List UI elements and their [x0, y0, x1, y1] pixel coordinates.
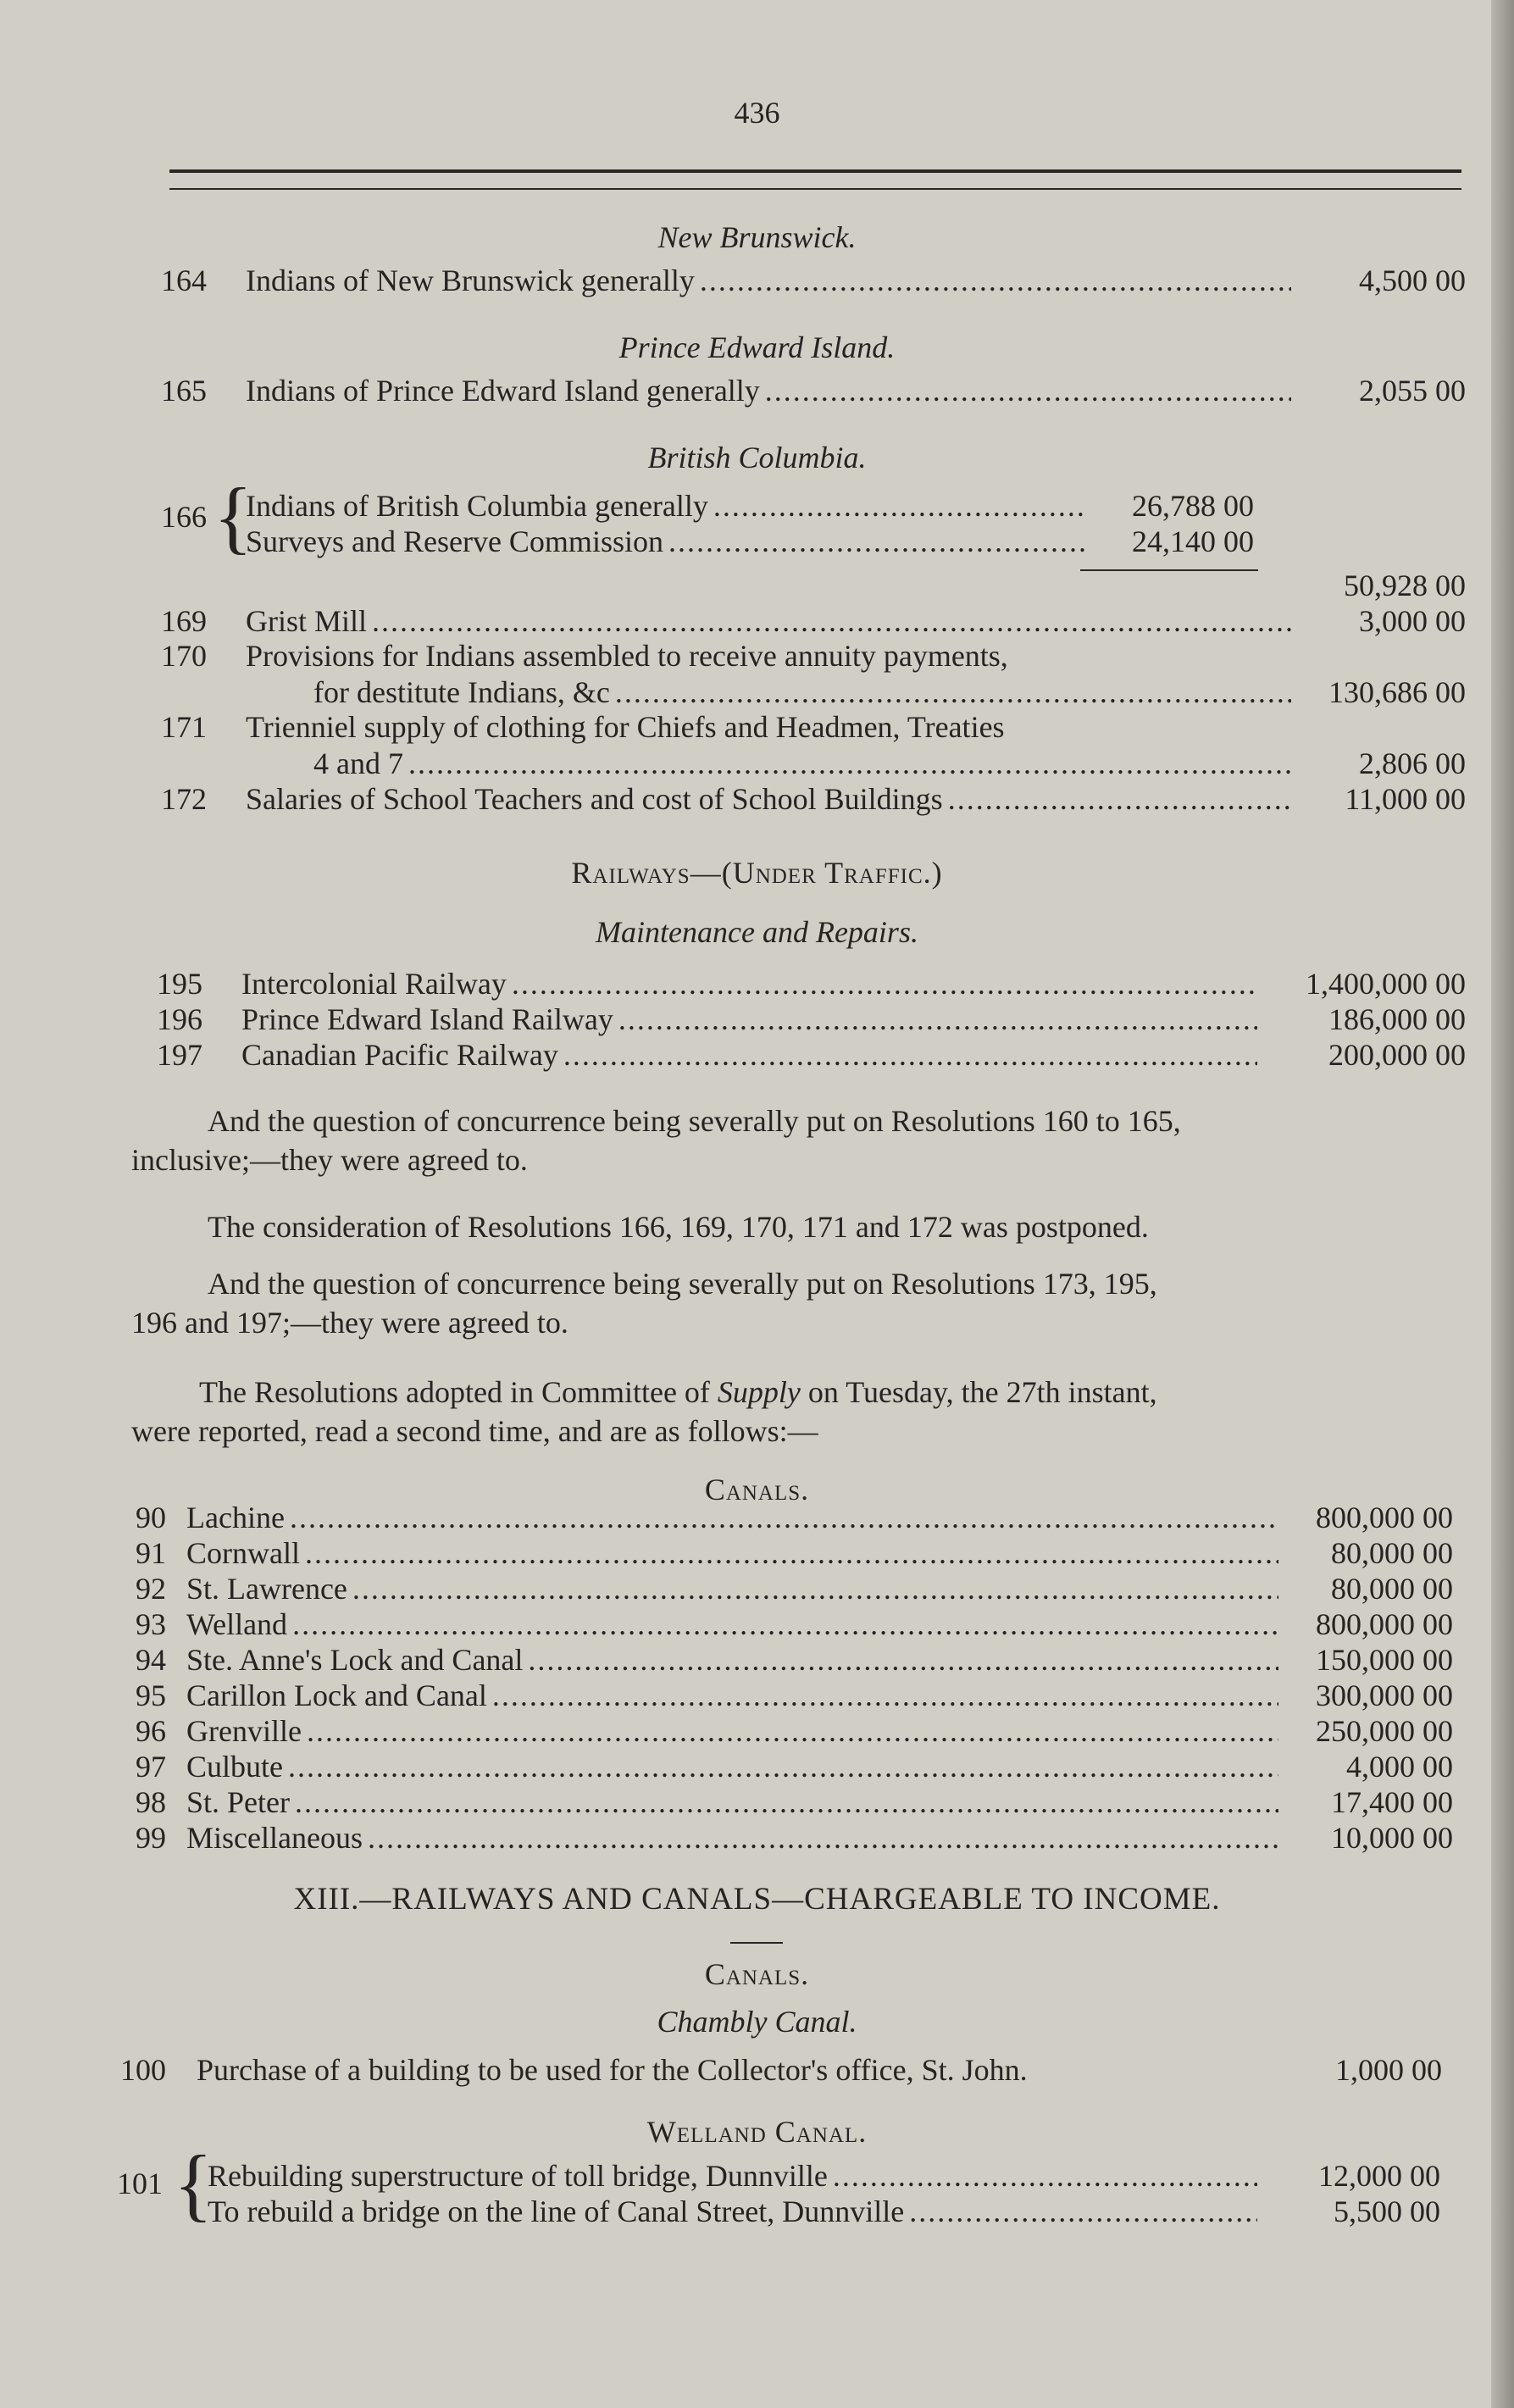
item-label: Cornwall [186, 1536, 300, 1570]
paragraph-line: And the question of concurrence being severally put on Resolutions 173, 195, [208, 1267, 1157, 1301]
item-169 [161, 603, 1466, 639]
item-label-continued: 4 and 7 [313, 746, 403, 780]
leader-dots [288, 1749, 1278, 1784]
item-number: 94 [136, 1643, 166, 1677]
leader-dots [713, 488, 1088, 524]
item-amount: 26,788 00 [1132, 489, 1254, 523]
item-number: 101 [117, 2167, 163, 2200]
heading-canals-income: Canals. [704, 1957, 810, 1991]
header-rule-thin [169, 188, 1461, 190]
item-number: 100 [120, 2053, 166, 2087]
header-rule [169, 169, 1461, 173]
item-number: 166 [161, 500, 207, 534]
item-number: 95 [136, 1678, 166, 1712]
item-amount: 186,000 00 [1328, 1002, 1466, 1036]
item-171 [313, 746, 1466, 781]
item-number: 196 [157, 1002, 202, 1036]
item-amount: 250,000 00 [1316, 1714, 1453, 1748]
item-197 [157, 1037, 1466, 1073]
leader-dots [833, 2158, 1257, 2194]
leader-dots [765, 373, 1291, 408]
heading-welland-canal: Welland Canal. [646, 2115, 868, 2149]
leader-dots [292, 1606, 1278, 1642]
item-number: 98 [136, 1785, 166, 1819]
page-number: 436 [734, 96, 780, 130]
leader-dots [700, 263, 1291, 298]
item-number: 164 [161, 264, 207, 297]
item-number: 171 [161, 710, 207, 744]
leader-dots [909, 2194, 1257, 2229]
item-label: Prince Edward Island Railway [241, 1002, 613, 1036]
item-amount: 5,500 00 [1334, 2194, 1440, 2228]
heading-chambly-canal: Chambly Canal. [657, 2005, 857, 2039]
leader-dots [615, 674, 1291, 710]
heading-british-columbia: British Columbia. [647, 441, 867, 474]
item-label-continued: for destitute Indians, &c [313, 675, 610, 709]
item-label: St. Lawrence [186, 1572, 347, 1606]
item-amount: 800,000 00 [1316, 1607, 1453, 1641]
item-label: St. Peter [186, 1785, 290, 1819]
item-label: Salaries of School Teachers and cost of School Buildings [246, 782, 943, 816]
heading-canals: Canals. [704, 1473, 810, 1506]
item-amount: 80,000 00 [1331, 1572, 1453, 1606]
item-label: Provisions for Indians assembled to receive annuity payments, [246, 639, 1008, 673]
paragraph-line [131, 1373, 1461, 1412]
leader-dots [512, 966, 1257, 1001]
item-number: 165 [161, 374, 207, 408]
item-label: Miscellaneous [186, 1821, 363, 1855]
paragraph-line: 196 and 197;—they were agreed to. [131, 1306, 568, 1340]
heading-section-xiii: XIII.—RAILWAYS AND CANALS—CHARGEABLE TO INCOME. [293, 1882, 1221, 1917]
brace-symbol: { [174, 2139, 214, 2229]
item-label: Welland [186, 1607, 288, 1641]
item-amount: 17,400 00 [1331, 1785, 1453, 1819]
paragraph-line: were reported, read a second time, and are as follows:— [131, 1414, 818, 1448]
item-number: 90 [136, 1501, 166, 1534]
item-label: Purchase of a building to be used for the Collector's office, St. John. [197, 2053, 1028, 2087]
item-number: 93 [136, 1607, 166, 1641]
paragraph-postponed [208, 1207, 1461, 1246]
item-166-a [246, 488, 1254, 524]
leader-dots [563, 1037, 1257, 1073]
item-number: 99 [136, 1821, 166, 1855]
leader-dots [528, 1642, 1278, 1678]
item-amount: 2,806 00 [1359, 746, 1466, 780]
item-label: Indians of Prince Edward Island generally [246, 374, 760, 408]
item-101-a [208, 2158, 1440, 2194]
item-amount: 300,000 00 [1316, 1678, 1453, 1712]
item-172 [161, 781, 1466, 817]
item-amount: 130,686 00 [1328, 675, 1466, 709]
item-98 [136, 1784, 1453, 1820]
item-99 [136, 1820, 1453, 1856]
item-95 [136, 1678, 1453, 1713]
text-italic-supply: Supply [717, 1375, 801, 1409]
item-number: 91 [136, 1536, 166, 1570]
leader-dots [408, 746, 1291, 781]
item-label: Trienniel supply of clothing for Chiefs and Headmen, Treaties [246, 710, 1005, 744]
item-amount: 10,000 00 [1331, 1821, 1453, 1855]
brace-symbol: { [214, 471, 253, 562]
item-amount: 2,055 00 [1359, 374, 1466, 408]
item-label: Intercolonial Railway [241, 967, 507, 1001]
paragraph-concurrence-2 [131, 1264, 1461, 1342]
item-amount: 3,000 00 [1359, 604, 1466, 638]
item-label: To rebuild a bridge on the line of Canal Street, Dunnville [208, 2194, 905, 2228]
item-94 [136, 1642, 1453, 1678]
item-97 [136, 1749, 1453, 1784]
heading-new-brunswick: New Brunswick. [657, 220, 857, 254]
item-amount: 1,400,000 00 [1306, 967, 1466, 1001]
item-label: Culbute [186, 1750, 283, 1784]
item-amount: 200,000 00 [1328, 1038, 1466, 1072]
leader-dots [305, 1535, 1278, 1571]
item-label: Grist Mill [246, 604, 368, 638]
leader-dots [618, 1001, 1257, 1037]
item-amount: 150,000 00 [1316, 1643, 1453, 1677]
leader-dots [948, 781, 1291, 817]
item-166-b [246, 524, 1254, 559]
item-label: Rebuilding superstructure of toll bridge, Dunnville [208, 2159, 828, 2193]
item-195 [157, 966, 1466, 1001]
leader-dots [307, 1713, 1278, 1749]
subtotal-rule [1080, 569, 1258, 571]
item-100 [120, 2052, 1442, 2088]
item-number: 170 [161, 639, 207, 673]
item-amount: 4,000 00 [1346, 1750, 1453, 1784]
section-rule [730, 1942, 783, 1944]
item-number: 92 [136, 1572, 166, 1606]
item-number: 169 [161, 604, 207, 638]
leader-dots [295, 1784, 1278, 1820]
item-number: 97 [136, 1750, 166, 1784]
heading-pei: Prince Edward Island. [618, 330, 896, 364]
leader-dots [372, 603, 1291, 639]
text-segment: The Resolutions adopted in Committee of [199, 1375, 718, 1409]
item-label: Indians of British Columbia generally [246, 489, 708, 523]
item-amount: 80,000 00 [1331, 1536, 1453, 1570]
item-label: Ste. Anne's Lock and Canal [186, 1643, 524, 1677]
heading-maintenance: Maintenance and Repairs. [596, 915, 918, 949]
item-amount: 800,000 00 [1316, 1501, 1453, 1534]
paragraph-line: And the question of concurrence being severally put on Resolutions 160 to 165, [208, 1104, 1181, 1138]
item-amount: 24,140 00 [1132, 524, 1254, 558]
item-93 [136, 1606, 1453, 1642]
paragraph-resolutions-adopted [131, 1373, 1461, 1451]
item-number: 172 [161, 782, 207, 816]
heading-railways: Railways—(Under Traffic.) [571, 856, 943, 890]
item-number: 96 [136, 1714, 166, 1748]
paragraph-line: The consideration of Resolutions 166, 169, 170, 171 and 172 was postponed. [208, 1210, 1149, 1244]
text-segment: on Tuesday, the 27th instant, [800, 1375, 1157, 1409]
item-amount: 1,000 00 [1335, 2053, 1442, 2087]
paragraph-concurrence-1 [131, 1101, 1461, 1179]
item-amount: 11,000 00 [1345, 782, 1466, 816]
leader-dots [368, 1820, 1278, 1856]
item-label: Carillon Lock and Canal [186, 1678, 487, 1712]
item-164 [161, 263, 1466, 298]
leader-dots [492, 1678, 1278, 1713]
item-165 [161, 373, 1466, 408]
item-number: 197 [157, 1038, 202, 1072]
item-96 [136, 1713, 1453, 1749]
item-91 [136, 1535, 1453, 1571]
leader-dots [290, 1500, 1278, 1535]
item-170 [313, 674, 1466, 710]
item-101-b [208, 2194, 1440, 2229]
item-amount: 4,500 00 [1359, 264, 1466, 297]
item-label: Surveys and Reserve Commission [246, 524, 663, 558]
item-label: Indians of New Brunswick generally [246, 264, 695, 297]
item-label: Grenville [186, 1714, 302, 1748]
item-number: 195 [157, 967, 202, 1001]
item-label: Canadian Pacific Railway [241, 1038, 558, 1072]
item-196 [157, 1001, 1466, 1037]
item-90 [136, 1500, 1453, 1535]
item-amount: 12,000 00 [1318, 2159, 1440, 2193]
item-92 [136, 1571, 1453, 1606]
item-label: Lachine [186, 1501, 285, 1534]
subtotal-amount: 50,928 00 [1344, 569, 1466, 602]
leader-dots [668, 524, 1088, 559]
leader-dots [352, 1571, 1278, 1606]
paragraph-line: inclusive;—they were agreed to. [131, 1143, 528, 1177]
